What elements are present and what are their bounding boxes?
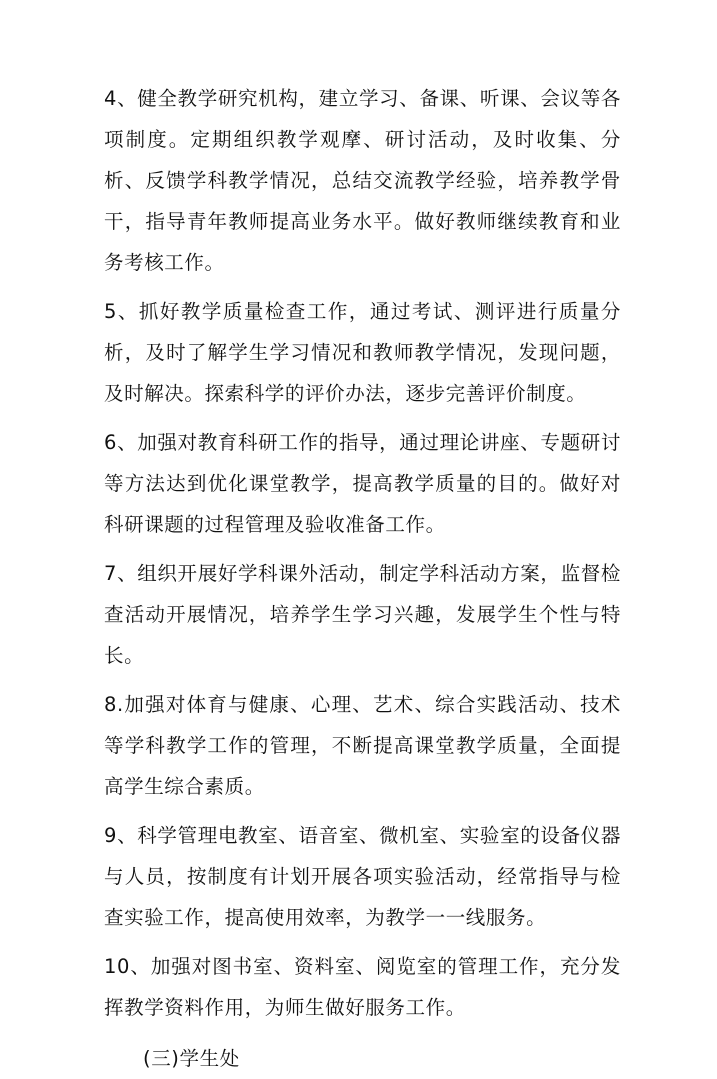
paragraph-item-6: 6、加强对教育科研工作的指导，通过理论讲座、专题研讨等方法达到优化课堂教学，提高教学质量的目的。做好对科研课题的过程管理及验收准备工作。 bbox=[104, 431, 621, 536]
paragraph-item-5: 5、抓好教学质量检查工作，通过考试、测评进行质量分析，及时了解学生学习情况和教师教学情况，发现问题，及时解决。探索科学的评价办法，逐步完善评价制度。 bbox=[104, 300, 621, 405]
paragraph-item-8: 8.加强对体育与健康、心理、艺术、综合实践活动、技术等学科教学工作的管理，不断提高课堂教学质量，全面提高学生综合素质。 bbox=[104, 693, 621, 798]
document-body bbox=[104, 78, 621, 1079]
section-heading-student-affairs: (三)学生处 bbox=[143, 1047, 240, 1070]
paragraph-item-4: 4、健全教学研究机构，建立学习、备课、听课、会议等各项制度。定期组织教学观摩、研讨活动，及时收集、分析、反馈学科教学情况，总结交流教学经验，培养教学骨干，指导青年教师提高业务水平。做好教师继续教育和业务考核工作。 bbox=[104, 87, 621, 274]
paragraph-item-9: 9、科学管理电教室、语音室、微机室、实验室的设备仪器与人员，按制度有计划开展各项实验活动，经常指导与检查实验工作，提高使用效率，为教学一一线服务。 bbox=[104, 824, 621, 929]
paragraph-item-7: 7、组织开展好学科课外活动，制定学科活动方案，监督检查活动开展情况，培养学生学习兴趣，发展学生个性与特长。 bbox=[104, 562, 621, 667]
paragraph-item-10: 10、加强对图书室、资料室、阅览室的管理工作，充分发挥教学资料作用，为师生做好服务工作。 bbox=[104, 955, 621, 1019]
